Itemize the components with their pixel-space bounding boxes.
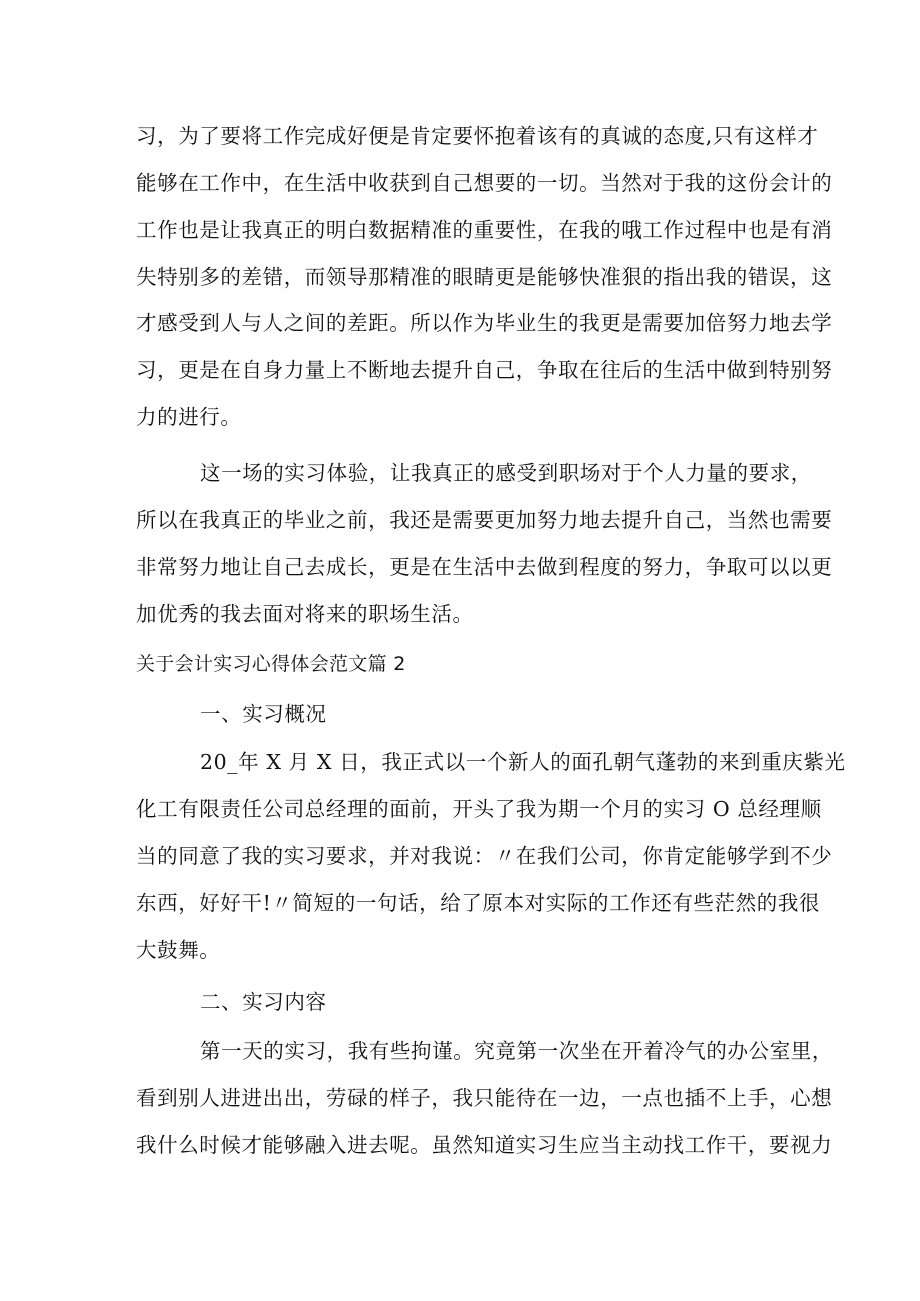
paragraph-line: 才感受到人与人之间的差距。所以作为毕业生的我更是需要加倍努力地去学: [136, 311, 833, 335]
section-title: 关于会计实习心得体会范文篇 2: [136, 653, 406, 675]
paragraph-line: 化工有限责任公司总经理的面前，开头了我为期一个月的实习 O 总经理顺: [136, 797, 822, 821]
paragraph-line: 这一场的实习体验，让我真正的感受到职场对于个人力量的要求，: [200, 461, 812, 485]
subsection-heading: 二、实习内容: [200, 990, 327, 1014]
paragraph-line: 所以在我真正的毕业之前，我还是需要更加努力地去提升自己，当然也需要: [136, 508, 833, 532]
paragraph-line: 大鼓舞。: [136, 938, 221, 962]
paragraph-line: 习，更是在自身力量上不断地去提升自己，争取在往后的生活中做到特别努: [136, 358, 833, 382]
paragraph-line: 失特别多的差错，而领导那精准的眼睛更是能够快准狠的指出我的错误，这: [136, 265, 833, 289]
paragraph-line: 力的进行。: [136, 405, 242, 429]
paragraph-line: 能够在工作中，在生活中收获到自己想要的一切。当然对于我的这份会计的: [136, 171, 833, 195]
paragraph-line: 当的同意了我的实习要求，并对我说：〃在我们公司，你肯定能够学到不少: [136, 844, 833, 868]
paragraph-line: 工作也是让我真正的明白数据精准的重要性，在我的哦工作过程中也是有消: [136, 218, 833, 242]
paragraph-line: 看到别人进进出出，劳碌的样子，我只能待在一边，一点也插不上手，心想: [136, 1086, 833, 1110]
subsection-heading: 一、实习概况: [200, 702, 327, 726]
paragraph-line: 加优秀的我去面对将来的职场生活。: [136, 602, 474, 626]
paragraph-line: 非常努力地让自己去成长，更是在生活中去做到程度的努力，争取可以以更: [136, 555, 833, 579]
paragraph-line: 东西，好好干!〃简短的一句话，给了原本对实际的工作还有些茫然的我很: [136, 891, 821, 915]
paragraph-line: 第一天的实习，我有些拘谨。究竟第一次坐在开着冷气的办公室里，: [200, 1039, 833, 1063]
paragraph-line: 20_年 X 月 X 日，我正式以一个新人的面孔朝气蓬勃的来到重庆紫光: [200, 750, 846, 774]
paragraph-line: 我什么时候才能够融入进去呢。虽然知道实习生应当主动找工作干，要视力: [136, 1133, 833, 1157]
paragraph-line: 习，为了要将工作完成好便是肯定要怀抱着该有的真诚的态度,只有这样才: [136, 124, 819, 148]
